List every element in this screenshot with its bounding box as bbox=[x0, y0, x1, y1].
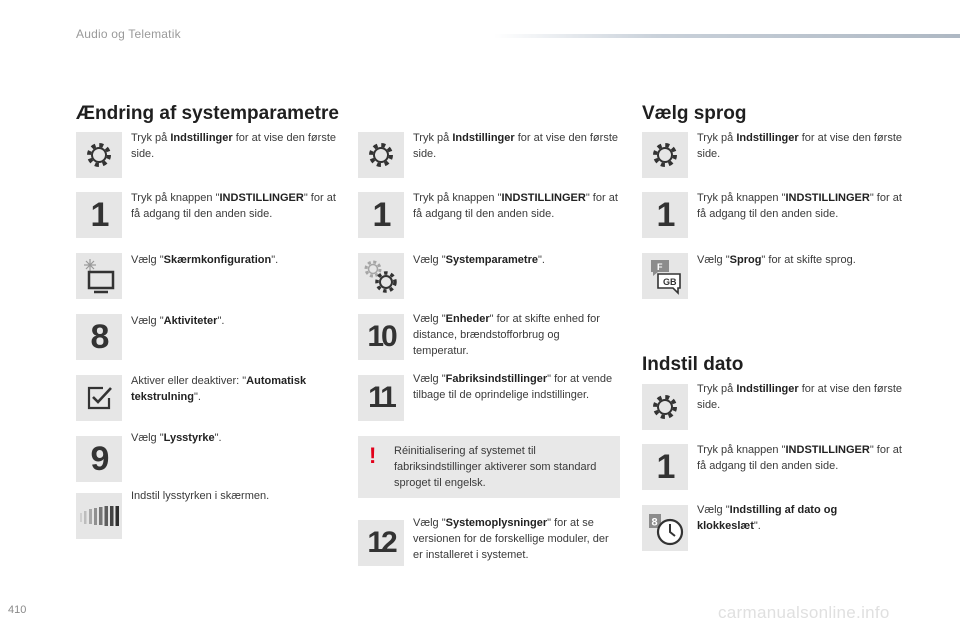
step-text: Tryk på Indstillinger for at vise den første side. bbox=[697, 383, 902, 411]
running-header: Audio og Telematik bbox=[76, 27, 181, 41]
step-number: 1 bbox=[656, 196, 674, 234]
step-text: Tryk på knappen "INDSTILLINGER" for at få adgang til den anden side. bbox=[413, 192, 618, 220]
step-text: Vælg "Indstilling af dato og klokkeslæt". bbox=[697, 504, 838, 532]
step-text: Indstil lysstyrken i skærmen. bbox=[131, 490, 270, 502]
step-icon-box bbox=[358, 253, 404, 299]
display-settings-icon bbox=[79, 256, 119, 296]
step-number: 1 bbox=[656, 448, 674, 486]
step-text: Tryk på knappen "INDSTILLINGER" for at få adgang til den anden side. bbox=[697, 444, 902, 472]
gear-icon bbox=[648, 138, 682, 172]
step-text: Vælg "Systemparametre". bbox=[413, 254, 545, 266]
step-number-box bbox=[642, 192, 688, 238]
step-number-box bbox=[358, 375, 404, 421]
language-icon bbox=[644, 255, 686, 297]
step-number: 1 bbox=[372, 196, 390, 234]
step-number-box bbox=[358, 192, 404, 238]
step-text: Vælg "Fabriksindstillinger" for at vende tilbage til de oprindelige indstillinger. bbox=[413, 373, 613, 401]
section-title-system-parameters: Ændring af systemparametre bbox=[76, 103, 339, 124]
gear-icon bbox=[648, 390, 682, 424]
gear-icon bbox=[82, 138, 116, 172]
checkbox-icon bbox=[82, 381, 116, 415]
step-number: 8 bbox=[90, 318, 108, 356]
step-icon-box bbox=[358, 132, 404, 178]
step-number-box bbox=[76, 436, 122, 482]
step-icon-box bbox=[76, 493, 122, 539]
step-text: Aktiver eller deaktiver: "Automatisk tekstrulning". bbox=[131, 375, 307, 403]
warning-icon: ! bbox=[369, 443, 377, 468]
step-text: Vælg "Sprog" for at skifte sprog. bbox=[697, 254, 856, 266]
step-icon-box bbox=[642, 384, 688, 430]
step-number: 11 bbox=[368, 381, 394, 414]
step-number: 10 bbox=[367, 320, 395, 353]
step-icon-box bbox=[642, 505, 688, 551]
step-icon-box bbox=[76, 375, 122, 421]
section-title-language: Vælg sprog bbox=[642, 103, 747, 124]
step-text: Tryk på Indstillinger for at vise den første side. bbox=[413, 132, 618, 160]
step-number-box bbox=[358, 314, 404, 360]
step-number-box bbox=[76, 314, 122, 360]
svg-text:GB: GB bbox=[663, 277, 677, 287]
step-number-box bbox=[76, 192, 122, 238]
step-icon-box bbox=[76, 132, 122, 178]
step-icon-box bbox=[76, 253, 122, 299]
step-number: 12 bbox=[367, 526, 395, 559]
step-number-box bbox=[358, 520, 404, 566]
step-text: Vælg "Systemoplysninger" for at se versionen for de forskellige moduler, der er installeret i systemet. bbox=[413, 517, 609, 561]
step-text: Vælg "Skærmkonfiguration". bbox=[131, 254, 279, 266]
step-text: Tryk på Indstillinger for at vise den første side. bbox=[697, 132, 902, 160]
svg-text:F: F bbox=[657, 262, 663, 272]
step-number-box bbox=[642, 444, 688, 490]
step-text: Tryk på knappen "INDSTILLINGER" for at få adgang til den anden side. bbox=[697, 192, 902, 220]
brightness-slider-icon bbox=[78, 504, 120, 528]
step-number: 9 bbox=[90, 440, 108, 478]
system-gears-icon bbox=[360, 255, 402, 297]
clock-calendar-icon bbox=[644, 507, 686, 549]
step-text: Vælg "Lysstyrke". bbox=[131, 432, 222, 444]
warning-note bbox=[358, 436, 620, 498]
gear-icon bbox=[364, 138, 398, 172]
step-text: Tryk på knappen "INDSTILLINGER" for at få adgang til den anden side. bbox=[131, 192, 336, 220]
svg-text:8: 8 bbox=[651, 516, 658, 529]
step-number: 1 bbox=[90, 196, 108, 234]
header-rule bbox=[494, 34, 960, 38]
step-icon-box bbox=[642, 253, 688, 299]
watermark: carmanualsonline.info bbox=[718, 603, 890, 622]
step-text: Vælg "Enheder" for at skifte enhed for distance, brændstofforbrug og temperatur. bbox=[413, 313, 600, 357]
step-text: Vælg "Aktiviteter". bbox=[131, 315, 225, 327]
step-icon-box bbox=[642, 132, 688, 178]
step-text: Tryk på Indstillinger for at vise den første side. bbox=[131, 132, 336, 160]
warning-note-text: Réinitialisering af systemet til fabriksindstillinger aktiverer som standard sproget til engelsk. bbox=[394, 445, 597, 489]
page-number: 410 bbox=[8, 604, 27, 616]
section-title-date: Indstil dato bbox=[642, 354, 744, 375]
